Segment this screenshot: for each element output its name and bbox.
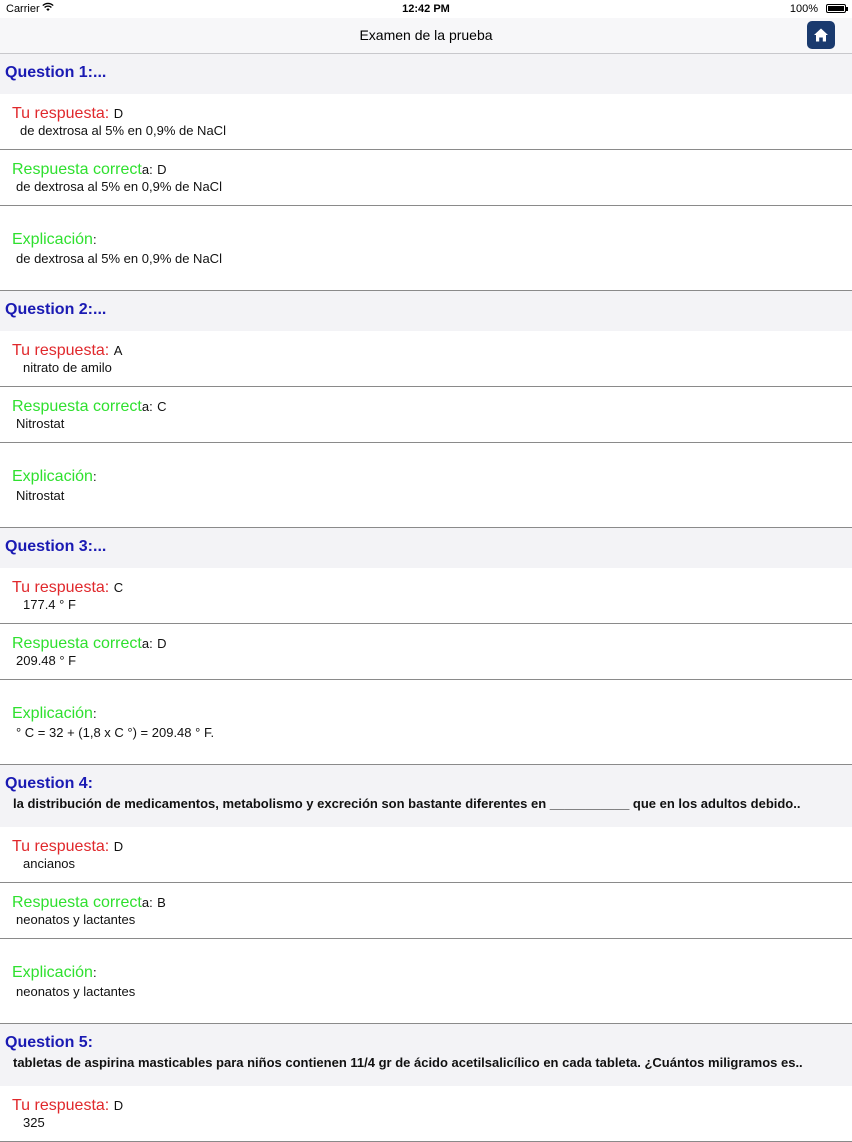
your-answer-text: 177.4 ° F — [23, 597, 76, 612]
question-header — [0, 1024, 852, 1086]
explanation-label: Explicación — [12, 231, 93, 248]
correct-answer-letter: D — [157, 636, 167, 651]
question-title: Question 4: — [5, 775, 94, 792]
correct-answer-label: Respuesta correct — [12, 894, 142, 911]
your-answer-label: Tu respuesta: — [12, 579, 110, 596]
your-answer-row — [0, 94, 852, 150]
explanation-label: Explicación — [12, 468, 93, 485]
correct-answer-suffix: a: — [141, 399, 153, 414]
your-answer-letter: C — [113, 580, 124, 595]
correct-answer-text: de dextrosa al 5% en 0,9% de NaCl — [16, 179, 222, 194]
carrier-label: Carrier — [6, 3, 40, 15]
navigation-bar — [0, 18, 852, 54]
explanation-text: Nitrostat — [16, 488, 65, 503]
correct-answer-text: 209.48 ° F — [16, 653, 77, 668]
your-answer-text: nitrato de amilo — [23, 360, 112, 375]
your-answer-label: Tu respuesta: — [12, 105, 110, 122]
clock: 12:42 PM — [402, 3, 450, 15]
your-answer-text: de dextrosa al 5% en 0,9% de NaCl — [20, 123, 226, 138]
your-answer-letter: D — [113, 106, 124, 121]
page-title: Examen de la prueba — [359, 27, 493, 43]
correct-answer-text: neonatos y lactantes — [16, 912, 136, 927]
explanation-colon: : — [92, 706, 97, 721]
question-title: Question 3:... — [5, 538, 107, 555]
question-header — [0, 528, 852, 568]
correct-answer-row — [0, 883, 852, 939]
correct-answer-letter: D — [157, 162, 167, 177]
your-answer-row — [0, 1086, 852, 1142]
your-answer-letter: D — [113, 1098, 124, 1113]
correct-answer-letter: C — [157, 399, 167, 414]
question-header — [0, 291, 852, 331]
home-icon — [813, 27, 829, 43]
explanation-colon: : — [92, 232, 97, 247]
review-list[interactable] — [0, 54, 852, 1142]
correct-answer-suffix: a: — [141, 162, 153, 177]
your-answer-label: Tu respuesta: — [12, 838, 110, 855]
correct-answer-text: Nitrostat — [16, 416, 65, 431]
explanation-text: neonatos y lactantes — [16, 984, 136, 999]
question-text: la distribución de medicamentos, metabolismo y excreción son bastante diferentes en ___________ que en los adultos debido.. — [13, 796, 801, 811]
correct-answer-row — [0, 624, 852, 680]
your-answer-row — [0, 568, 852, 624]
question-header — [0, 765, 852, 827]
explanation-row — [0, 680, 852, 765]
question-title: Question 1:... — [5, 64, 107, 81]
question-title: Question 2:... — [5, 301, 107, 318]
your-answer-letter: A — [113, 343, 123, 358]
explanation-colon: : — [92, 469, 97, 484]
correct-answer-label: Respuesta correct — [12, 398, 142, 415]
correct-answer-suffix: a: — [141, 636, 153, 651]
explanation-label: Explicación — [12, 964, 93, 981]
battery-icon — [826, 4, 846, 13]
your-answer-text: ancianos — [23, 856, 76, 871]
correct-answer-letter: B — [157, 895, 166, 910]
question-header — [0, 54, 852, 94]
correct-answer-suffix: a: — [141, 895, 153, 910]
explanation-row — [0, 939, 852, 1024]
explanation-text: de dextrosa al 5% en 0,9% de NaCl — [16, 251, 222, 266]
your-answer-label: Tu respuesta: — [12, 342, 110, 359]
question-title: Question 5: — [5, 1034, 94, 1051]
home-button[interactable] — [807, 21, 835, 49]
explanation-text: ° C = 32 + (1,8 x C °) = 209.48 ° F. — [16, 725, 215, 740]
your-answer-label: Tu respuesta: — [12, 1097, 110, 1114]
correct-answer-row — [0, 387, 852, 443]
your-answer-text: 325 — [23, 1115, 45, 1130]
explanation-row — [0, 443, 852, 528]
your-answer-letter: D — [113, 839, 124, 854]
battery-percentage: 100% — [789, 3, 818, 15]
question-text: tabletas de aspirina masticables para niños contienen 11/4 gr de ácido acetilsalicílico en cada tableta. ¿Cuántos miligramos es.. — [13, 1055, 803, 1070]
status-bar — [0, 0, 852, 18]
explanation-row — [0, 206, 852, 291]
explanation-label: Explicación — [12, 705, 93, 722]
correct-answer-label: Respuesta correct — [12, 161, 142, 178]
correct-answer-row — [0, 150, 852, 206]
your-answer-row — [0, 827, 852, 883]
your-answer-row — [0, 331, 852, 387]
explanation-colon: : — [92, 965, 97, 980]
correct-answer-label: Respuesta correct — [12, 635, 142, 652]
